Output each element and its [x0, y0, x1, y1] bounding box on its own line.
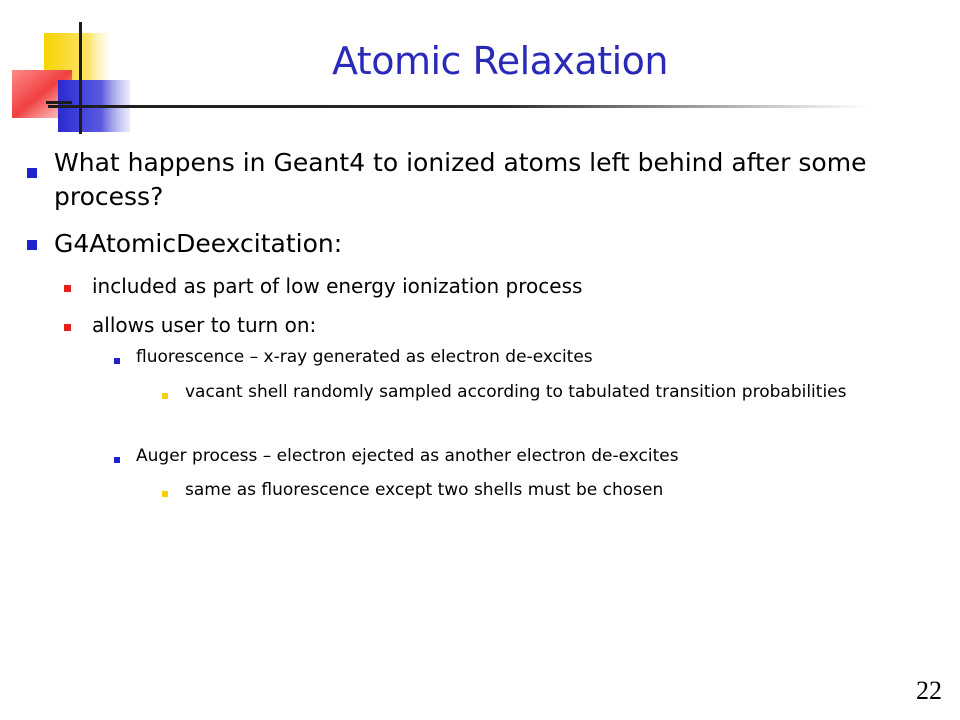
- bullet-marker-level2: [64, 285, 71, 292]
- bullet-level1-text: G4AtomicDeexcitation:: [54, 229, 343, 258]
- bullet-level4-text: vacant shell randomly sampled according to tabulated transition probabilities: [185, 382, 847, 402]
- bullet-level3-text: fluorescence – x-ray generated as electron de-excites: [136, 347, 593, 367]
- bullet-level2-text: included as part of low energy ionization process: [92, 274, 583, 298]
- bullet-level1-text: What happens in Geant4 to ionized atoms left behind after some process?: [54, 148, 867, 211]
- bullet-marker-level3: [114, 457, 120, 463]
- slide-title: Atomic Relaxation: [331, 39, 668, 83]
- bullet-marker-level1: [27, 240, 37, 250]
- bullet-level3-text: Auger process – electron ejected as another electron de-excites: [136, 446, 679, 466]
- bullet-level4-text: same as fluorescence except two shells must be chosen: [185, 480, 664, 500]
- bullet-marker-level3: [114, 358, 120, 364]
- bullet-marker-level1: [27, 168, 37, 178]
- bullet-marker-level4: [162, 393, 168, 399]
- page-number: 22: [916, 676, 942, 705]
- bullet-marker-level2: [64, 324, 71, 331]
- bullet-marker-level4: [162, 491, 168, 497]
- bullet-level2-text: allows user to turn on:: [92, 313, 317, 337]
